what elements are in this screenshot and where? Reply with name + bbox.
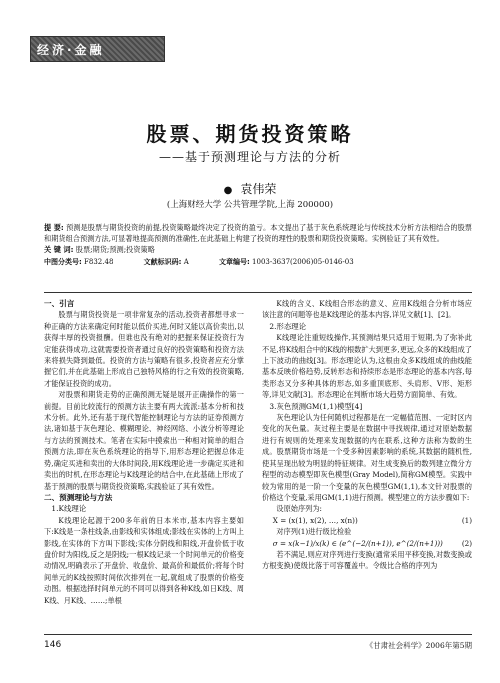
right-column [262,298,472,572]
heading-kline: 1.K线理论 [51,504,87,514]
heading-pattern: 2.形态理论 [269,321,307,331]
abstract-text [44,222,472,244]
equation-2 [262,538,472,549]
page-number: 146 [44,640,62,650]
section-banner-label: 经济·金融 [37,43,105,57]
bullet-icon: ● [223,185,233,196]
clc-label: 中图分类号: [44,258,82,266]
paragraph: K线理论注重短线操作,其预测结果只适用于短期,为了弥补此不足,将K线组合中的K线的根数扩大到更多,更远,众多的K线组成了上下波动的曲线[3]。形态理论认为,这根由众多K线组成的曲线能基本反映价格趋势,反转形态和持续形态是形态理论的基本内容,每类形态又分多种具体的形态,如多重顶底形、头肩形、V形、矩形等,详见文献[3]。形态理论在判断市场大趋势方面简单、有效。 [262,333,472,400]
paragraph: 设原始序列为: [276,504,322,514]
author-line [0,180,500,197]
article-no-label: 文章编号: [218,258,250,266]
equation-2-number: (2) [461,538,472,548]
equation-1-body: X = (x(1), x(2), …, x(n)) [272,515,358,525]
heading-grey-model: 3.灰色预测GM(1,1)模型[4] [269,401,363,411]
paragraph: 若不满足,则应对序列进行变换(通常采用平移变换,对数变换或方根变换)使级比落于可容覆盖中。令级比合格的序列为 [262,549,472,571]
article-no-field [219,258,368,266]
keywords-value: 股票;期货;预测;投资策略 [75,245,155,254]
abstract-label: 提 要: [44,223,64,232]
equation-1 [262,515,472,526]
keywords-label: 关 键 词: [44,245,74,254]
paragraph: K线的含义、K线组合形态的意义、应用K线组合分析市场应该注意的问题等也是K线理论的基本内容,详见文献[1]、[2]。 [262,299,472,320]
paragraph: 股票与期货投资是一项非常复杂的活动,投资者都想寻求一种正确的方法来确定何时能以低价买进,何时又能以高价卖出,以获得丰厚的投资报酬。但谁也没有绝对的把握来保证投资行为定能获得成功,这就需要投资者通过良好的投资策略和投资方法来将损失降到最低。投资的方法与策略有很多,投资者应充分掌握它们,并在此基础上形成自己独特风格的行之有效的投资策略,才能保证投资的成功。 [44,310,244,388]
heading-intro: 一、引言 [44,299,75,308]
doc-code-field [144,258,203,266]
article-subtitle: ——基于预测理论与方法的分析 [158,150,341,164]
journal-footer: 《甘肃社会科学》2006年第5期 [365,641,472,650]
paragraph: K线理论起源于200多年前的日本米市,基本内容主要如下:K线是一条柱线条,由影线和实体组成;影线在实体的上方叫上影线,在实体的下方叫下影线;实体分阴线和阳线,开盘价低于收盘价时为阳线,反之是阴线;一根K线记录一个时间单元的价格变动情况,明确表示了开盘价、收盘价、最高价和最低价;将每个时间单元的K线按照时间依次排列在一起,就组成了股票的价格变动图。根据选择时间单元的不同可以得到各种K线,如日K线、周K线、月K线、……;单根 [44,515,244,605]
abstract-block [44,222,472,268]
footer-divider [44,634,472,635]
header-divider [44,292,472,293]
paragraph: 对序列(1)进行级比检验 [276,527,352,537]
keywords-row [44,244,472,255]
clc-value: F832.48 [84,258,114,266]
paragraph: 对股票和期货走势的正确预测无疑是展开正确操作的第一前提。目前比较流行的预测方法主要有两大流派:基本分析和技术分析。此外,还有基于现代智能控制理论与方法的证券预测方法,诸如基于灰色理论、模糊理论、神经网络、小波分析等理论与方法的预测技术。笔者在实际中摸索出一种相对简单的组合预测方法,即在灰色系统理论的指导下,用形态理论把握总体走势,确定买进和卖出的大体时间段,用K线理论进一步确定买进和卖出的时机,在形态理论与K线理论的结合中,在此基础上形成了基于预测的股票与期货投资策略,实践验证了其有效性。 [44,390,244,491]
clc-field [44,258,127,266]
article-title: 股票、期货投资策略 [146,122,354,146]
paragraph: 灰色理论认为任何随机过程都是在一定幅值范围、一定时区内变化的灰色量。灰过程主要是在数据中寻找规律,通过对原始数据进行有规则的处理来发现数据的内在联系,这种方法称为数的生成。股票期货市场是一个受多种因素影响的系统,其数据的随机性,使其呈现出较为明显的特征规律。对生成变换后的数列建立微分方程型的动态模型即灰色模型(Gray Model),简称GM模型。实践中较为常用的是一阶一个变量的灰色模型GM(1,1),本文针对股票的价格这个变量,采用GM(1,1)进行预测。模型建立的方法步骤如下: [262,413,472,502]
doc-code-label: 文献标识码: [143,258,182,266]
article-no-value: 1003-3637(2006)05-0146-03 [252,258,354,266]
left-column [44,298,244,606]
equation-1-number: (1) [461,515,472,525]
meta-row [44,257,472,268]
doc-code-value: A [183,258,189,266]
section-banner [30,36,165,62]
heading-section-2: 二、预测理论与方法 [44,492,113,502]
author-name: 袁伟荣 [240,182,277,196]
abstract-body: 预测是股票与期货投资的前提,投资策略最终决定了投资的盈亏。本文提出了基于灰色系统理论与传统技术分析方法相结合的股票和期货组合预测方法,可显著地提高预测的准确性,在此基础上构建了投资的理性的股票和期货投资策略。实例验证了其有效性。 [44,223,472,243]
equation-2-body: σ = x(k−1)/x(k) ∈ (e^(−2/(n+1)), e^(2/(n+1))) [272,538,443,548]
affiliation: (上海财经大学 公共管理学院,上海 200000) [166,200,334,210]
